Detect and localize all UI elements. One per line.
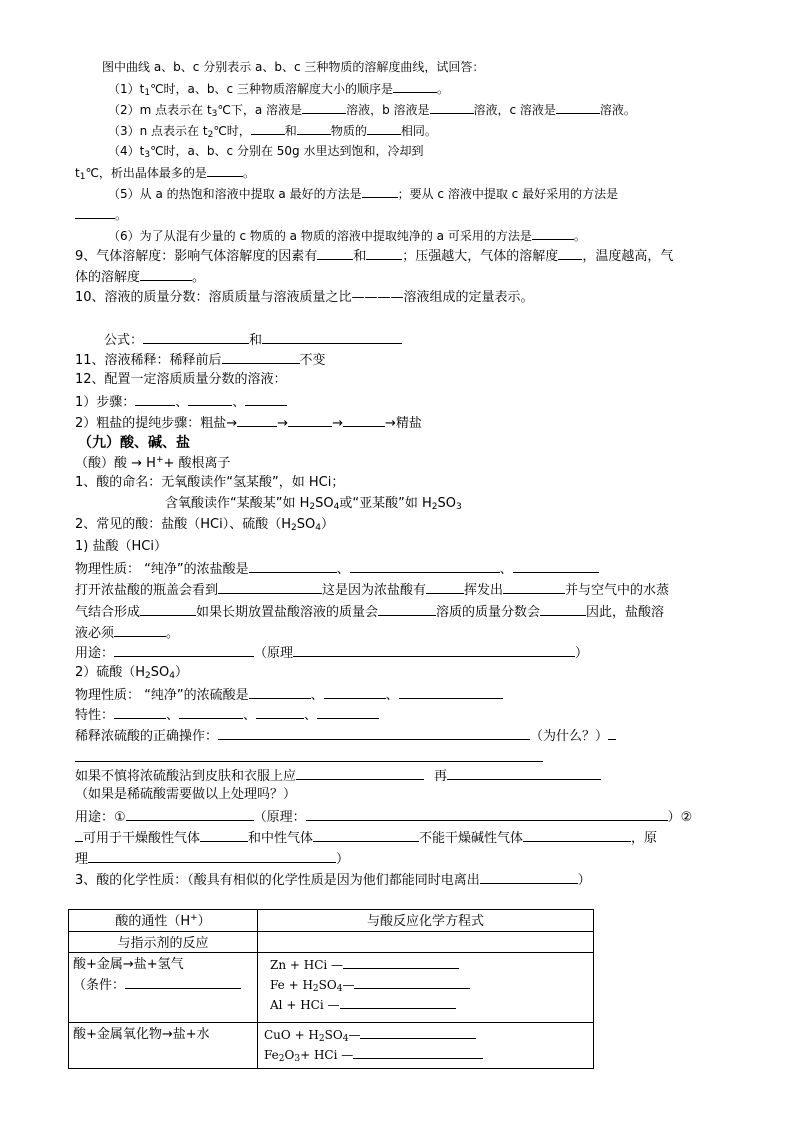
text: 挥发出 [464,583,504,598]
text: 并与空气中的水蒸 [565,583,670,598]
text: （为什么？） [530,729,609,744]
item-11 [75,350,326,370]
text: 因此，盐酸溶 [586,605,665,620]
blank[interactable] [222,350,300,364]
equation [258,1023,593,1045]
text: 。 [166,626,180,641]
text: 可用于干燥酸性气体 [83,831,201,846]
blank[interactable] [556,100,600,114]
blank[interactable] [245,392,287,406]
blank[interactable] [200,828,248,842]
table-header-cell [69,910,258,932]
h2so4-skin [75,766,601,786]
question-2 [108,100,636,119]
equation [258,1045,593,1065]
text: SO [315,496,334,511]
blank[interactable] [540,602,586,616]
text: 含氧酸读作“某酸某”如 H [165,496,310,511]
text: 、 [385,688,399,703]
question-5-cont [75,205,127,224]
text: — [348,1028,361,1042]
h2so4-dry-cont [75,849,349,869]
blank[interactable] [218,580,322,594]
sub: 1 [79,172,86,182]
blank[interactable] [399,685,503,699]
text: 和 [249,333,263,348]
text: 如果不慎将浓硫酸沾到皮肤和衣服上应 [75,769,297,784]
text: ；要从 c 溶液中提取 c 最好采用的方法是 [397,187,619,201]
table-row [69,932,594,953]
h2so4-dilute-cont [75,748,543,768]
text: → [332,416,343,431]
sub: 2 [312,984,319,994]
table-row [69,1023,594,1069]
text: — [342,978,355,992]
blank[interactable] [480,870,578,884]
text: 这是因为浓盐酸有 [322,583,427,598]
blank[interactable] [353,1045,483,1059]
table-header-cell: 与酸反应化学方程式 [258,910,594,932]
equation [258,953,593,975]
table-cell [69,1023,258,1069]
text: SO [318,978,337,992]
acid-naming-1: 1、酸的命名：无氧酸读作“氢某酸”，如 HCi； [75,475,345,490]
text: ）② [667,810,693,825]
text: 特性： [75,708,115,723]
text: 溶液，b 溶液是 [346,103,430,117]
text: → [277,416,289,431]
sub: 4 [169,671,175,681]
blank[interactable] [378,602,436,616]
text: 、 [243,708,257,723]
text: 2）粗盐的提纯步骤：粗盐→ [75,416,238,431]
blank[interactable] [343,955,459,969]
acid-naming-2 [165,495,462,513]
sub: 1 [144,88,151,98]
blank[interactable] [249,559,337,573]
text: 物理性质： “纯净”的浓盐酸是 [75,562,249,577]
blank[interactable] [317,705,379,719]
question-3 [108,121,437,140]
text: 3、酸的化学性质：（酸具有相似的化学性质是因为他们都能同时电离出 [75,873,480,888]
text: 、 [175,395,189,410]
table-row [69,953,594,1023]
text: ℃时， [213,124,251,138]
text: ℃时，a、b、c 三种物质溶解度大小的顺序是 [150,82,393,96]
blank[interactable] [75,748,543,762]
blank[interactable] [140,602,196,616]
sub: 2 [291,523,297,533]
sub: 4 [333,502,340,512]
text: ） [197,914,211,929]
blank[interactable] [350,559,500,573]
sub: 2 [431,502,438,512]
question-5 [108,184,618,203]
text: 和中性气体 [248,831,314,846]
text: ℃，析出晶体最多的是 [85,166,207,180]
hcl-open [75,580,669,600]
text: ；压强越大，气体的溶解度 [402,249,559,264]
blank[interactable] [532,226,574,240]
text: 如果长期放置盐酸溶液的质量会 [196,605,379,620]
hcl-seal [75,623,179,643]
sub: 2 [207,130,214,140]
sub: 3 [144,150,151,160]
text: ） [336,852,350,867]
formula-line [104,330,402,350]
acid-definition [75,455,231,473]
text: O [284,1048,295,1062]
text: （1）t [108,82,145,96]
sub: 2 [278,1054,285,1064]
sub: 2 [318,1034,325,1044]
text: 相同。 [400,124,437,138]
item-12: 12、配置一定溶质质量分数的溶液： [75,372,287,387]
blank[interactable] [126,807,254,821]
table-cell [258,1023,594,1069]
text: （酸）酸 → H [75,456,156,471]
blank[interactable] [249,685,311,699]
text: （5）从 a 的热饱和溶液中提取 a 最好的方法是 [108,187,362,201]
equation [258,995,593,1015]
text: 、 [304,708,318,723]
text: 溶液。 [599,103,636,117]
sub: 4 [315,523,321,533]
item-12-purify [75,413,422,433]
text: 物理性质： “纯净”的浓硫酸是 [75,688,249,703]
equation [258,975,593,995]
blank[interactable] [558,246,582,260]
text: 9、气体溶解度：影响气体溶解度的因素有 [75,249,318,264]
blank[interactable] [256,705,304,719]
blank[interactable] [237,413,277,427]
blank[interactable] [513,559,599,573]
text: 、 [166,708,180,723]
text: 。 [192,270,206,285]
text: 和 [284,124,297,138]
text: （2）m 点表示在 t [108,103,212,117]
h2so4-physical [75,685,503,705]
text: CuO + H [264,1028,319,1042]
blank[interactable] [114,705,166,719]
blank[interactable] [75,205,115,219]
text: ） [575,646,589,661]
h2so4-feature [75,705,379,725]
blank[interactable] [297,121,331,135]
blank[interactable] [293,643,575,657]
blank[interactable] [288,413,332,427]
blank[interactable] [125,975,241,989]
blank[interactable] [218,726,530,740]
sub: 4 [336,984,343,994]
text: ） [577,873,591,888]
text: 公式： [104,333,144,348]
sub: 2 [145,671,151,681]
blank[interactable] [262,330,402,344]
blank[interactable] [608,726,616,740]
text: ，温度越高，气 [582,249,674,264]
blank[interactable] [366,246,402,260]
hcl-form [75,602,664,622]
common-acids [75,516,334,534]
question-1 [108,79,449,98]
text: 2、常见的酸：盐酸（HCi）、硫酸（H [75,517,292,532]
h2so4-use [75,807,692,827]
text: 溶液，c 溶液是 [473,103,556,117]
text: SO [296,517,316,532]
acid-properties-table [68,909,594,1069]
sub: 3 [211,109,218,119]
text: + 酸根离子 [163,456,231,471]
text: 。 [573,229,586,243]
text: 和 [353,249,367,264]
blank[interactable] [251,121,285,135]
text: Fe [264,1048,279,1062]
blank[interactable] [143,330,249,344]
blank[interactable] [523,828,631,842]
question-4 [108,142,423,160]
table-cell [258,953,594,1023]
blank[interactable] [306,807,668,821]
text: SO [437,496,456,511]
text: SO [150,665,170,680]
item-10: 10、溶液的质量分数：溶质质量与溶液质量之比————溶液组成的定量表示。 [75,290,534,305]
text: 气结合形成 [75,605,141,620]
blank[interactable] [302,100,346,114]
blank[interactable] [135,392,175,406]
text: （原理 [254,646,294,661]
text: （6）为了从混有少量的 c 物质的 a 物质的溶液中提取纯净的 a 可采用的方法是 [108,229,532,243]
condition-line [69,975,257,996]
text: ） [320,517,334,532]
text: 物质的 [330,124,367,138]
text: ℃下，a 溶液是 [217,103,303,117]
text: + HCi — [300,1048,354,1062]
text: Al + HCi — [270,998,340,1012]
text: 液必须 [75,626,115,641]
blank[interactable] [207,163,243,177]
table-cell [69,953,258,1023]
h2so4-dilute [75,726,616,746]
blank[interactable] [447,766,601,780]
sub: 4 [342,1034,349,1044]
text: 理 [75,852,89,867]
blank[interactable] [114,623,166,637]
text: （条件： [73,978,126,993]
question-6 [108,226,586,245]
question-intro: 图中曲线 a、b、c 分别表示 a、b、c 三种物质的溶解度曲线，试回答： [102,60,485,74]
text: Fe + H [270,978,313,992]
text: 。 [242,166,255,180]
sub: 3 [455,502,462,512]
sub: 2 [309,502,316,512]
text: 11、溶液稀释：稀释前后 [75,353,222,368]
text: 、 [499,562,513,577]
sup: + [190,913,198,923]
text: 体的溶解度 [75,270,141,285]
text: Zn + HCi — [270,958,344,972]
hcl-physical [75,559,599,579]
blank[interactable] [296,766,424,780]
text: 打开浓盐酸的瓶盖会看到 [75,583,219,598]
text: 用途： [75,646,115,661]
text: 不能干燥碱性气体 [419,831,524,846]
blank[interactable] [88,849,336,863]
text: 1）步骤： [75,395,136,410]
item-12-steps [75,392,287,412]
blank[interactable] [503,580,565,594]
text: 酸的通性（H [115,914,191,929]
acid-chem-props [75,870,591,890]
h2so4-heading [75,664,188,682]
item-9-cont [75,267,205,287]
text: （3）n 点表示在 t [108,124,208,138]
blank[interactable] [188,392,232,406]
table-cell: 与指示剂的反应 [69,932,258,953]
text: t [75,166,80,180]
text: 。 [436,82,449,96]
text: ℃时，a、b、c 分别在 50g 水里达到饱和，冷却到 [150,144,424,158]
text: 、 [310,688,324,703]
table-header-row [69,910,594,932]
blank[interactable] [360,1025,476,1039]
question-4-cont [75,163,255,182]
text: 用途：① [75,810,126,825]
blank[interactable] [354,975,470,989]
text: 2）硫酸（H [75,665,146,680]
sup: + [155,455,164,465]
text: （4）t [108,144,145,158]
blank[interactable] [426,580,464,594]
text: 溶质的质量分数会 [436,605,541,620]
table-cell[interactable] [258,932,594,953]
blank[interactable] [313,828,419,842]
text: 、 [232,395,246,410]
text: 。 [115,208,128,222]
blank[interactable] [362,184,398,198]
blank[interactable] [324,685,386,699]
blank[interactable] [340,995,456,1009]
text: 精盐 [395,416,422,431]
blank[interactable] [140,267,192,281]
h2so4-dry [75,828,657,848]
sub: 3 [294,1054,301,1064]
blank[interactable] [179,705,243,719]
blank[interactable] [343,413,385,427]
text: 或“亚某酸”如 H [339,496,432,511]
text: SO [324,1028,343,1042]
blank[interactable] [317,246,353,260]
text: ，原 [631,831,658,846]
hcl-heading: 1) 盐酸（HCi） [75,539,167,554]
blank[interactable] [114,643,254,657]
hcl-use [75,643,588,663]
blank[interactable] [75,828,83,842]
h2so4-dilute-question: （如果是稀硫酸需要做以上处理吗？） [75,787,297,802]
text: 酸+金属氧化物→盐+水 [73,1027,210,1042]
blank[interactable] [430,100,474,114]
text: ） [175,665,189,680]
text: → [384,416,396,431]
blank[interactable] [367,121,401,135]
item-9 [75,246,673,266]
text: 、 [336,562,350,577]
section-title: （九）酸、碱、盐 [78,435,190,451]
text: 酸+金属→盐+氢气 [73,957,184,972]
text: 再 [434,769,448,784]
blank[interactable] [393,79,437,93]
text: 稀释浓硫酸的正确操作： [75,729,219,744]
text: （原理： [253,810,306,825]
text: 不变 [299,353,326,368]
